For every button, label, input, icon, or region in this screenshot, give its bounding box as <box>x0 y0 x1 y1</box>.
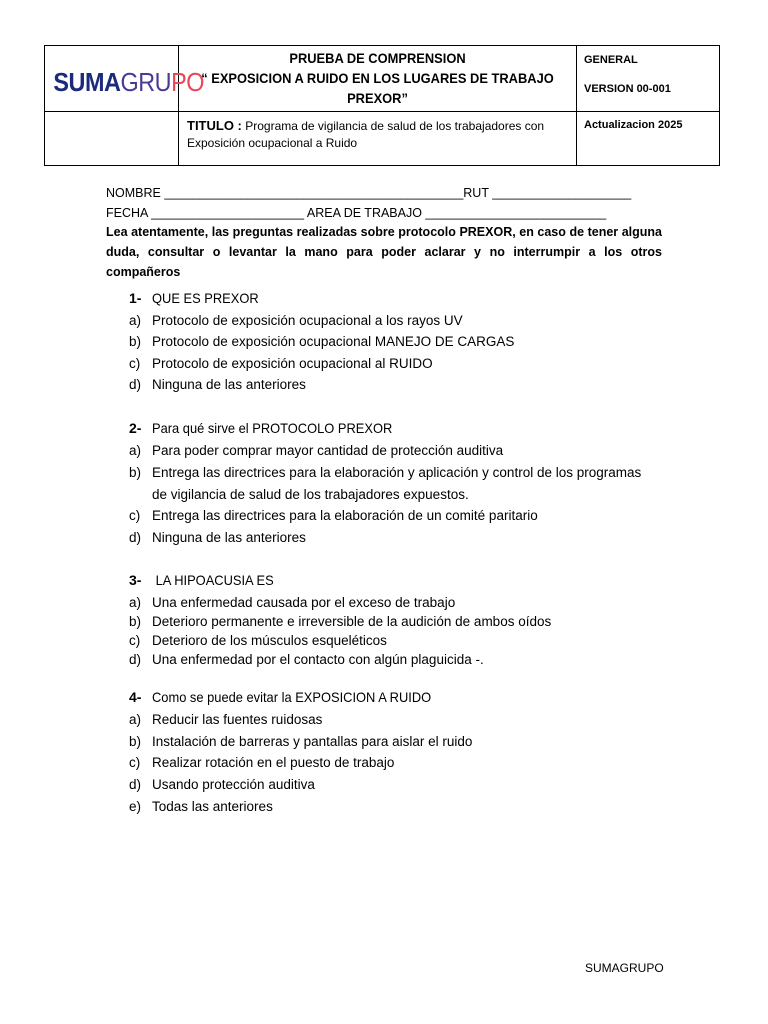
option-letter: c) <box>129 356 141 371</box>
option-letter: b) <box>129 334 142 349</box>
option-letter: b) <box>129 465 142 480</box>
option-letter: e) <box>129 799 142 814</box>
option-text: Una enfermedad causada por el exceso de trabajo <box>152 595 456 610</box>
question-4 <box>129 689 455 705</box>
question-number: 2- <box>129 420 142 436</box>
option-letter: d) <box>129 377 142 392</box>
titulo-label: TITULO : <box>187 118 242 133</box>
option-text: Entrega las directrices para la elaboración y aplicación y control de los programas <box>152 465 642 480</box>
fecha-area-line[interactable]: FECHA ______________________ AREA DE TRABAJO __________________________ <box>106 206 607 220</box>
option-letter: b) <box>129 734 142 749</box>
option-letter: d) <box>129 652 142 667</box>
option-text: Reducir las fuentes ruidosas <box>152 712 323 727</box>
option-text: Ninguna de las anteriores <box>152 530 306 545</box>
option-letter: d) <box>129 777 142 792</box>
option-letter: a) <box>129 712 142 727</box>
question-text: Para qué sirve el PROTOCOLO PREXOR <box>152 420 393 436</box>
footer-company: SUMAGRUPO <box>585 961 664 975</box>
option-letter: d) <box>129 530 142 545</box>
option-letter: c) <box>129 633 141 648</box>
question-3 <box>129 572 284 588</box>
intro-text: Lea atentamente, las preguntas realizadas sobre protocolo PREXOR, en caso de tener alguna duda, consultar o levantar la mano para poder aclarar y no interrumpir a los otros compañeros <box>106 225 662 279</box>
title-line-1: PRUEBA DE COMPRENSION <box>289 50 466 66</box>
question-text: Como se puede evitar la EXPOSICION A RUIDO <box>152 689 432 705</box>
meta-cell <box>577 46 720 112</box>
option-text: Ninguna de las anteriores <box>152 377 306 392</box>
document-title <box>179 46 577 112</box>
option-text: Entrega las directrices para la elaboración de un comité paritario <box>152 508 538 523</box>
option-text: Deterioro de los músculos esqueléticos <box>152 633 387 648</box>
option-text: Protocolo de exposición ocupacional MANEJO DE CARGAS <box>152 334 515 349</box>
option-text: Todas las anteriores <box>152 799 273 814</box>
option-text: Instalación de barreras y pantallas para aislar el ruido <box>152 734 473 749</box>
logo-cell-lower <box>45 112 179 166</box>
option-letter: b) <box>129 614 142 629</box>
option-text: Deterioro permanente e irreversible de la audición de ambos oídos <box>152 614 552 629</box>
titulo-cell <box>179 112 577 166</box>
option-text: Una enfermedad por el contacto con algún plaguicida -. <box>152 652 484 667</box>
question-text: QUE ES PREXOR <box>152 290 259 306</box>
option-text: Protocolo de exposición ocupacional al RUIDO <box>152 356 433 371</box>
option-letter: a) <box>129 313 142 328</box>
sumagrupo-logo: SUMAGRUPO <box>53 67 205 97</box>
nombre-rut-line[interactable]: NOMBRE ___________________________________________RUT ____________________ <box>106 186 632 200</box>
option-letter: c) <box>129 508 141 523</box>
option-text: Protocolo de exposición ocupacional a los rayos UV <box>152 313 463 328</box>
titulo-text: Programa de vigilancia de salud de los trabajadores con Exposición ocupacional a Ruido <box>187 119 545 150</box>
question-number: 3- <box>129 572 142 588</box>
question-number: 4- <box>129 689 142 705</box>
question-2 <box>129 420 413 436</box>
header-table <box>44 45 720 166</box>
option-text: de vigilancia de salud de los trabajadores expuestos. <box>152 487 469 502</box>
question-number: 1- <box>129 290 142 306</box>
question-1 <box>129 290 268 306</box>
question-text: LA HIPOACUSIA ES <box>152 572 274 588</box>
title-line-2: “ EXPOSICION A RUIDO EN LOS LUGARES DE TRABAJO <box>201 70 554 86</box>
option-letter: a) <box>129 443 142 458</box>
option-text: Realizar rotación en el puesto de trabajo <box>152 755 395 770</box>
version-label: VERSION 00-001 <box>584 83 671 95</box>
general-label: GENERAL <box>584 54 638 66</box>
title-line-3: PREXOR” <box>347 90 408 106</box>
option-letter: a) <box>129 595 142 610</box>
logo-cell <box>45 46 205 112</box>
option-text: Para poder comprar mayor cantidad de protección auditiva <box>152 443 504 458</box>
option-letter: c) <box>129 755 141 770</box>
actualizacion-label: Actualizacion 2025 <box>577 112 720 166</box>
option-text: Usando protección auditiva <box>152 777 315 792</box>
